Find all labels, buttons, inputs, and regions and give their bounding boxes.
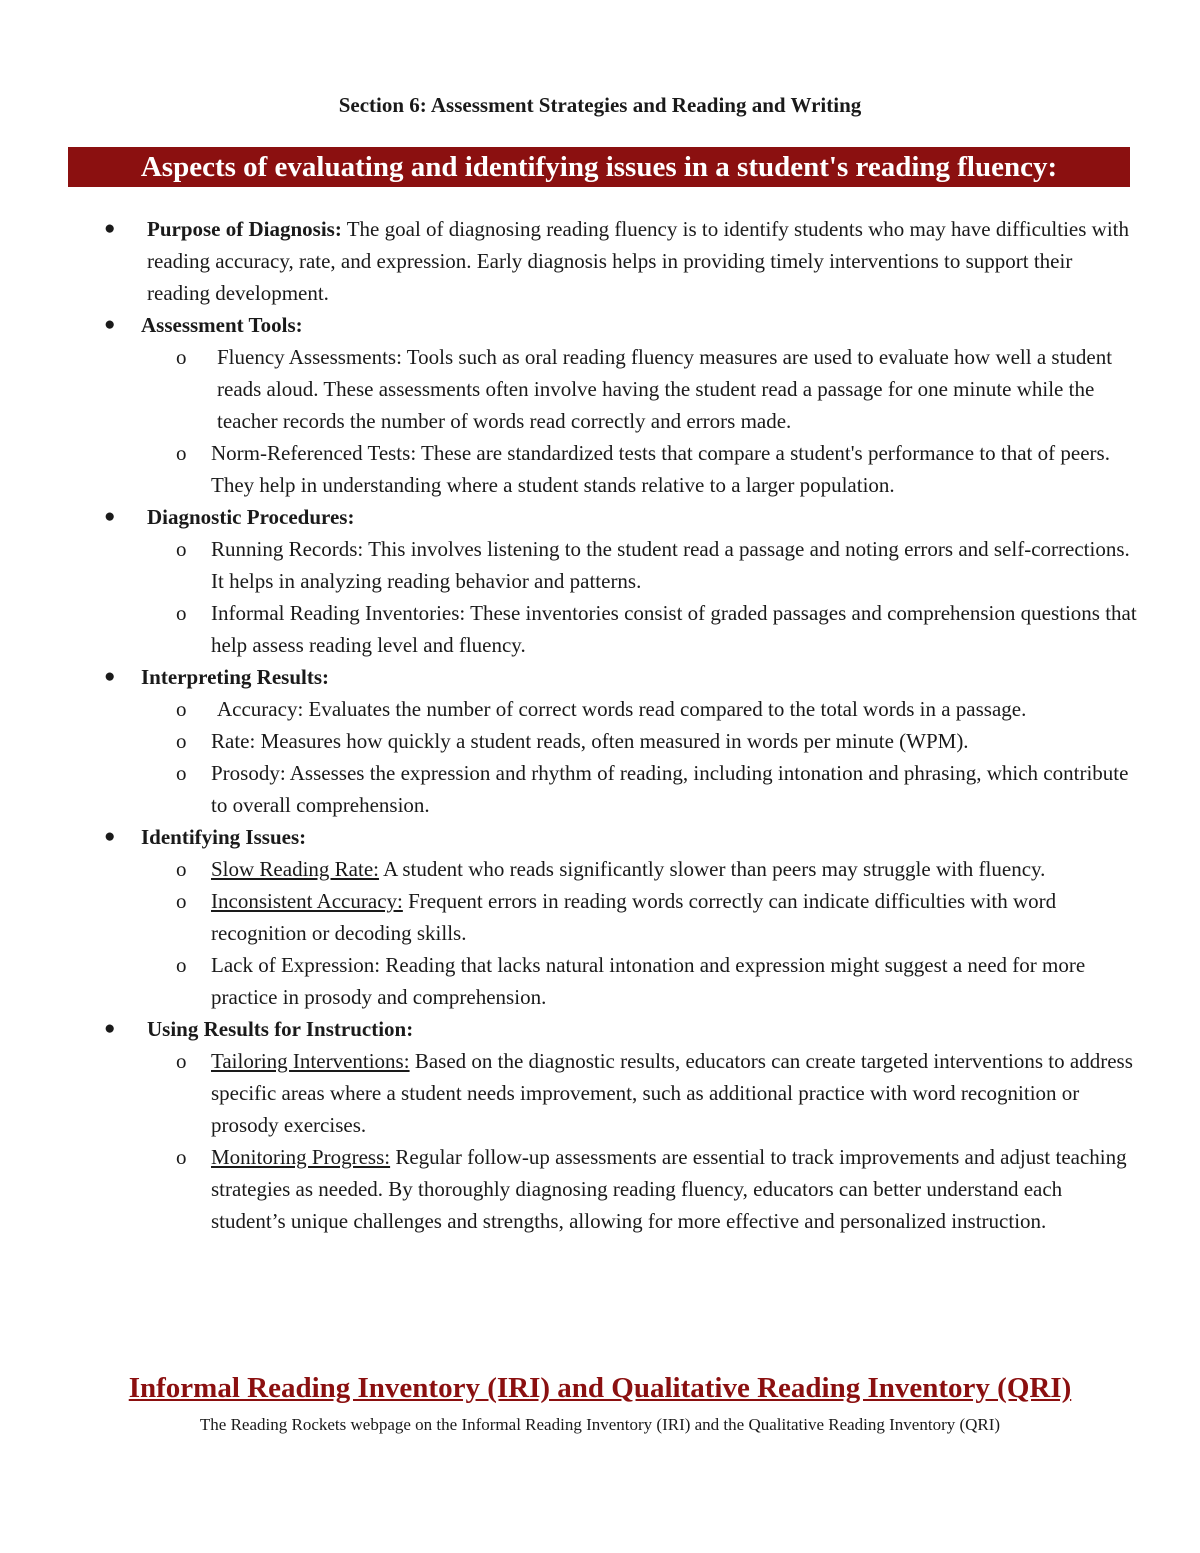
list-item-diagnostic-procedures	[0, 501, 1200, 533]
fluency-bullet-list	[0, 213, 1200, 1237]
item-label: Interpreting Results:	[141, 665, 330, 689]
sub-item-rate	[0, 725, 1200, 757]
sub-item-text: Based on the diagnostic results, educators can create targeted interventions to address specific areas where a student needs improvement, such as additional practice with word recognition or prosody exercises.	[211, 1049, 1133, 1137]
sub-item-monitoring-progress	[0, 1141, 1200, 1237]
sub-item-inconsistent-accuracy	[0, 885, 1200, 949]
sub-item-text: Frequent errors in reading words correctly can indicate difficulties with word recognition or decoding skills.	[211, 889, 1057, 945]
sub-item-informal-reading-inventories	[0, 597, 1200, 661]
item-label: Using Results for Instruction:	[147, 1017, 414, 1041]
sub-item-text: Running Records: This involves listening to the student read a passage and noting errors and self-corrections. It helps in analyzing reading behavior and patterns.	[211, 537, 1130, 593]
sub-item-term: Slow Reading Rate:	[211, 857, 379, 881]
sub-item-text: Lack of Expression: Reading that lacks natural intonation and expression might suggest a need for more practice in prosody and comprehension.	[211, 953, 1086, 1009]
bullet-icon: ●	[104, 666, 116, 687]
section-title: Section 6: Assessment Strategies and Reading and Writing	[338, 93, 862, 117]
sub-bullet-icon: o	[176, 441, 187, 465]
list-item-using-results	[0, 1013, 1200, 1045]
sub-item-slow-reading-rate	[0, 853, 1200, 885]
item-label: Purpose of Diagnosis:	[147, 217, 342, 241]
sub-item-running-records	[0, 533, 1200, 597]
item-text: The goal of diagnosing reading fluency is to identify students who may have difficulties with reading accuracy, rate, and expression. Early diagnosis helps in providing timely interventions to support their reading development.	[147, 217, 1130, 305]
sub-item-term: Inconsistent Accuracy:	[211, 889, 403, 913]
bullet-icon: ●	[104, 1018, 116, 1039]
list-item-assessment-tools	[0, 309, 1200, 341]
sub-bullet-icon: o	[176, 953, 187, 977]
list-item-purpose	[0, 213, 1200, 309]
sub-item-text: A student who reads significantly slower than peers may struggle with fluency.	[378, 857, 1046, 881]
sub-bullet-icon: o	[176, 761, 187, 785]
banner-title: Aspects of evaluating and identifying issues in a student's reading fluency:	[68, 147, 1130, 187]
sub-item-fluency-assessments	[0, 341, 1200, 437]
bullet-icon: ●	[104, 314, 116, 335]
sub-bullet-icon: o	[176, 889, 187, 913]
sub-item-text: Accuracy: Evaluates the number of correct words read compared to the total words in a passage.	[217, 697, 1027, 721]
sub-item-norm-referenced-tests	[0, 437, 1200, 501]
sub-item-text: Prosody: Assesses the expression and rhythm of reading, including intonation and phrasing, which contribute to overall comprehension.	[211, 761, 1129, 817]
sub-bullet-icon: o	[176, 697, 187, 721]
item-label: Assessment Tools:	[141, 313, 303, 337]
iri-qri-heading-link[interactable]: Informal Reading Inventory (IRI) and Qualitative Reading Inventory (QRI)	[128, 1372, 1072, 1404]
list-item-identifying-issues	[0, 821, 1200, 853]
list-item-interpreting-results	[0, 661, 1200, 693]
sub-bullet-icon: o	[176, 1145, 187, 1169]
sub-item-text: Rate: Measures how quickly a student reads, often measured in words per minute (WPM).	[211, 729, 969, 753]
bullet-icon: ●	[104, 218, 116, 239]
sub-bullet-icon: o	[176, 601, 187, 625]
sub-bullet-icon: o	[176, 537, 187, 561]
sub-bullet-icon: o	[176, 1049, 187, 1073]
item-label: Diagnostic Procedures:	[147, 505, 355, 529]
sub-item-text: Norm-Referenced Tests: These are standardized tests that compare a student's performance to that of peers. They help in understanding where a student stands relative to a larger population.	[211, 441, 1110, 497]
sub-item-accuracy	[0, 693, 1200, 725]
iri-qri-subtitle: The Reading Rockets webpage on the Informal Reading Inventory (IRI) and the Qualitative Reading Inventory (QRI)	[199, 1415, 1001, 1434]
sub-item-text: Regular follow-up assessments are essential to track improvements and adjust teaching strategies as needed. By thoroughly diagnosing reading fluency, educators can better understand each student’s unique challenges and strengths, allowing for more effective and personalized instruction.	[211, 1145, 1127, 1233]
sub-item-term: Tailoring Interventions:	[211, 1049, 410, 1073]
sub-bullet-icon: o	[176, 345, 187, 369]
bullet-icon: ●	[104, 826, 116, 847]
sub-item-prosody	[0, 757, 1200, 821]
bullet-icon: ●	[104, 506, 116, 527]
sub-item-lack-of-expression	[0, 949, 1200, 1013]
sub-item-text: Informal Reading Inventories: These inventories consist of graded passages and comprehension questions that help assess reading level and fluency.	[211, 601, 1137, 657]
sub-item-term: Monitoring Progress:	[211, 1145, 391, 1169]
sub-item-tailoring-interventions	[0, 1045, 1200, 1141]
item-label: Identifying Issues:	[141, 825, 307, 849]
sub-bullet-icon: o	[176, 729, 187, 753]
sub-bullet-icon: o	[176, 857, 187, 881]
sub-item-text: Fluency Assessments: Tools such as oral reading fluency measures are used to evaluate how well a student reads aloud. These assessments often involve having the student read a passage for one minute while the teacher records the number of words read correctly and errors made.	[217, 345, 1113, 433]
